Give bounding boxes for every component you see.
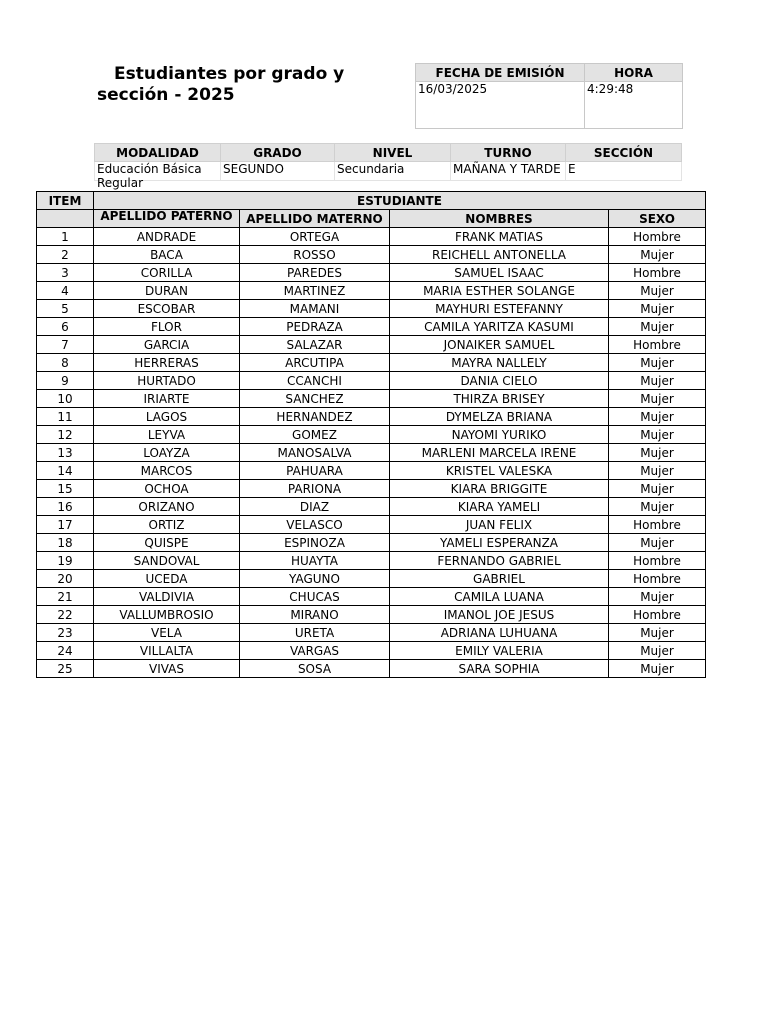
nombres-cell: ADRIANA LUHUANA (390, 624, 609, 642)
apellido-paterno-cell: DURAN (94, 282, 240, 300)
apellido-paterno-cell: IRIARTE (94, 390, 240, 408)
nombres-cell: REICHELL ANTONELLA (390, 246, 609, 264)
nombres-cell: MAYRA NALLELY (390, 354, 609, 372)
apellido-materno-cell: URETA (240, 624, 390, 642)
apellido-paterno-cell: OCHOA (94, 480, 240, 498)
col-apellido-paterno: APELLIDO PATERNO (94, 210, 240, 228)
apellido-materno-cell: CHUCAS (240, 588, 390, 606)
apellido-materno-cell: HERNANDEZ (240, 408, 390, 426)
apellido-paterno-cell: LOAYZA (94, 444, 240, 462)
sexo-cell: Mujer (609, 498, 706, 516)
apellido-materno-cell: ROSSO (240, 246, 390, 264)
table-row (37, 642, 706, 660)
item-cell: 15 (37, 480, 94, 498)
apellido-paterno-cell: MARCOS (94, 462, 240, 480)
apellido-paterno-cell: HURTADO (94, 372, 240, 390)
nombres-cell: THIRZA BRISEY (390, 390, 609, 408)
apellido-materno-cell: DIAZ (240, 498, 390, 516)
nombres-cell: EMILY VALERIA (390, 642, 609, 660)
table-row (37, 498, 706, 516)
info-value-grado: SEGUNDO (221, 162, 335, 181)
nombres-cell: MARIA ESTHER SOLANGE (390, 282, 609, 300)
table-row (37, 318, 706, 336)
table-row (37, 606, 706, 624)
item-cell: 18 (37, 534, 94, 552)
col-nombres: NOMBRES (390, 210, 609, 228)
apellido-materno-cell: ORTEGA (240, 228, 390, 246)
table-row (37, 264, 706, 282)
apellido-paterno-cell: VIVAS (94, 660, 240, 678)
item-cell: 12 (37, 426, 94, 444)
nombres-cell: CAMILA LUANA (390, 588, 609, 606)
item-subheader-blank (37, 210, 94, 228)
item-cell: 22 (37, 606, 94, 624)
apellido-paterno-cell: BACA (94, 246, 240, 264)
sexo-cell: Mujer (609, 300, 706, 318)
item-cell: 5 (37, 300, 94, 318)
table-row (37, 336, 706, 354)
table-row (37, 660, 706, 678)
issue-time-value: 4:29:48 (585, 82, 683, 129)
sexo-cell: Mujer (609, 246, 706, 264)
info-header-nivel: NIVEL (335, 144, 451, 162)
item-cell: 6 (37, 318, 94, 336)
sexo-cell: Mujer (609, 372, 706, 390)
table-row (37, 588, 706, 606)
table-row (37, 300, 706, 318)
apellido-paterno-cell: ORIZANO (94, 498, 240, 516)
nombres-cell: DYMELZA BRIANA (390, 408, 609, 426)
section-info-box (94, 143, 682, 190)
item-cell: 16 (37, 498, 94, 516)
apellido-materno-cell: ESPINOZA (240, 534, 390, 552)
sexo-cell: Mujer (609, 444, 706, 462)
nombres-cell: FRANK MATIAS (390, 228, 609, 246)
sexo-cell: Hombre (609, 570, 706, 588)
nombres-cell: MARLENI MARCELA IRENE (390, 444, 609, 462)
apellido-materno-cell: SANCHEZ (240, 390, 390, 408)
students-table (36, 191, 706, 678)
apellido-materno-cell: VARGAS (240, 642, 390, 660)
sexo-cell: Mujer (609, 354, 706, 372)
sexo-cell: Mujer (609, 408, 706, 426)
sexo-cell: Mujer (609, 426, 706, 444)
apellido-paterno-cell: GARCIA (94, 336, 240, 354)
nombres-cell: SARA SOPHIA (390, 660, 609, 678)
apellido-materno-cell: MARTINEZ (240, 282, 390, 300)
info-header-turno: TURNO (451, 144, 566, 162)
nombres-cell: FERNANDO GABRIEL (390, 552, 609, 570)
issue-time-label: HORA (585, 64, 683, 82)
table-row (37, 228, 706, 246)
apellido-paterno-cell: FLOR (94, 318, 240, 336)
sexo-cell: Hombre (609, 336, 706, 354)
col-apellido-materno: APELLIDO MATERNO (240, 210, 390, 228)
nombres-cell: YAMELI ESPERANZA (390, 534, 609, 552)
item-cell: 10 (37, 390, 94, 408)
apellido-materno-cell: SALAZAR (240, 336, 390, 354)
issue-date-value: 16/03/2025 (416, 82, 585, 129)
issue-datetime-box (415, 63, 683, 129)
item-cell: 14 (37, 462, 94, 480)
apellido-materno-cell: PAHUARA (240, 462, 390, 480)
table-row (37, 408, 706, 426)
table-row (37, 624, 706, 642)
apellido-paterno-cell: SANDOVAL (94, 552, 240, 570)
apellido-paterno-cell: VILLALTA (94, 642, 240, 660)
nombres-cell: MAYHURI ESTEFANNY (390, 300, 609, 318)
apellido-paterno-cell: ORTIZ (94, 516, 240, 534)
nombres-cell: KIARA YAMELI (390, 498, 609, 516)
table-row (37, 444, 706, 462)
sexo-cell: Mujer (609, 642, 706, 660)
table-row (37, 282, 706, 300)
info-header-seccion: SECCIÓN (566, 144, 682, 162)
info-header-modalidad: MODALIDAD (95, 144, 221, 162)
item-cell: 13 (37, 444, 94, 462)
sexo-cell: Mujer (609, 282, 706, 300)
item-cell: 24 (37, 642, 94, 660)
nombres-cell: KRISTEL VALESKA (390, 462, 609, 480)
sexo-cell: Mujer (609, 588, 706, 606)
item-cell: 20 (37, 570, 94, 588)
apellido-paterno-cell: HERRERAS (94, 354, 240, 372)
apellido-materno-cell: VELASCO (240, 516, 390, 534)
item-cell: 25 (37, 660, 94, 678)
apellido-paterno-cell: LAGOS (94, 408, 240, 426)
item-cell: 21 (37, 588, 94, 606)
info-value-seccion: E (566, 162, 682, 181)
table-row (37, 552, 706, 570)
apellido-materno-cell: ARCUTIPA (240, 354, 390, 372)
nombres-cell: JUAN FELIX (390, 516, 609, 534)
nombres-cell: SAMUEL ISAAC (390, 264, 609, 282)
info-value-turno: MAÑANA Y TARDE (451, 162, 566, 181)
apellido-materno-cell: CCANCHI (240, 372, 390, 390)
table-row (37, 390, 706, 408)
sexo-cell: Mujer (609, 462, 706, 480)
apellido-paterno-cell: VALDIVIA (94, 588, 240, 606)
nombres-cell: GABRIEL (390, 570, 609, 588)
table-row (37, 516, 706, 534)
nombres-cell: NAYOMI YURIKO (390, 426, 609, 444)
item-cell: 2 (37, 246, 94, 264)
issue-date-label: FECHA DE EMISIÓN (416, 64, 585, 82)
info-value-nivel: Secundaria (335, 162, 451, 181)
item-cell: 11 (37, 408, 94, 426)
nombres-cell: JONAIKER SAMUEL (390, 336, 609, 354)
info-value-modalidad: Educación Básica Regular (95, 162, 221, 181)
apellido-paterno-cell: QUISPE (94, 534, 240, 552)
table-row (37, 534, 706, 552)
sexo-cell: Hombre (609, 516, 706, 534)
item-header: ITEM (37, 192, 94, 210)
apellido-materno-cell: PARIONA (240, 480, 390, 498)
item-cell: 17 (37, 516, 94, 534)
apellido-paterno-cell: UCEDA (94, 570, 240, 588)
apellido-paterno-cell: VELA (94, 624, 240, 642)
apellido-materno-cell: PAREDES (240, 264, 390, 282)
sexo-cell: Hombre (609, 264, 706, 282)
apellido-paterno-cell: VALLUMBROSIO (94, 606, 240, 624)
sexo-cell: Hombre (609, 228, 706, 246)
nombres-cell: IMANOL JOE JESUS (390, 606, 609, 624)
table-row (37, 426, 706, 444)
table-row (37, 354, 706, 372)
apellido-materno-cell: GOMEZ (240, 426, 390, 444)
nombres-cell: CAMILA YARITZA KASUMI (390, 318, 609, 336)
sexo-cell: Mujer (609, 318, 706, 336)
nombres-cell: KIARA BRIGGITE (390, 480, 609, 498)
apellido-materno-cell: MAMANI (240, 300, 390, 318)
apellido-materno-cell: YAGUNO (240, 570, 390, 588)
table-row (37, 462, 706, 480)
apellido-materno-cell: MANOSALVA (240, 444, 390, 462)
apellido-materno-cell: PEDRAZA (240, 318, 390, 336)
table-row (37, 570, 706, 588)
item-cell: 19 (37, 552, 94, 570)
sexo-cell: Mujer (609, 390, 706, 408)
item-cell: 1 (37, 228, 94, 246)
apellido-materno-cell: MIRANO (240, 606, 390, 624)
sexo-cell: Mujer (609, 660, 706, 678)
apellido-paterno-cell: CORILLA (94, 264, 240, 282)
col-sexo: SEXO (609, 210, 706, 228)
apellido-materno-cell: SOSA (240, 660, 390, 678)
table-row (37, 372, 706, 390)
nombres-cell: DANIA CIELO (390, 372, 609, 390)
info-header-grado: GRADO (221, 144, 335, 162)
apellido-paterno-cell: LEYVA (94, 426, 240, 444)
sexo-cell: Mujer (609, 534, 706, 552)
item-cell: 4 (37, 282, 94, 300)
apellido-materno-cell: HUAYTA (240, 552, 390, 570)
sexo-cell: Hombre (609, 552, 706, 570)
item-cell: 23 (37, 624, 94, 642)
table-row (37, 246, 706, 264)
report-title: Estudiantes por grado y sección - 2025 (97, 64, 345, 105)
apellido-paterno-cell: ANDRADE (94, 228, 240, 246)
item-cell: 9 (37, 372, 94, 390)
sexo-cell: Hombre (609, 606, 706, 624)
apellido-paterno-cell: ESCOBAR (94, 300, 240, 318)
clipped-overflow-column (708, 212, 718, 698)
item-cell: 7 (37, 336, 94, 354)
item-cell: 3 (37, 264, 94, 282)
sexo-cell: Mujer (609, 480, 706, 498)
item-cell: 8 (37, 354, 94, 372)
student-group-header: ESTUDIANTE (94, 192, 706, 210)
sexo-cell: Mujer (609, 624, 706, 642)
table-row (37, 480, 706, 498)
